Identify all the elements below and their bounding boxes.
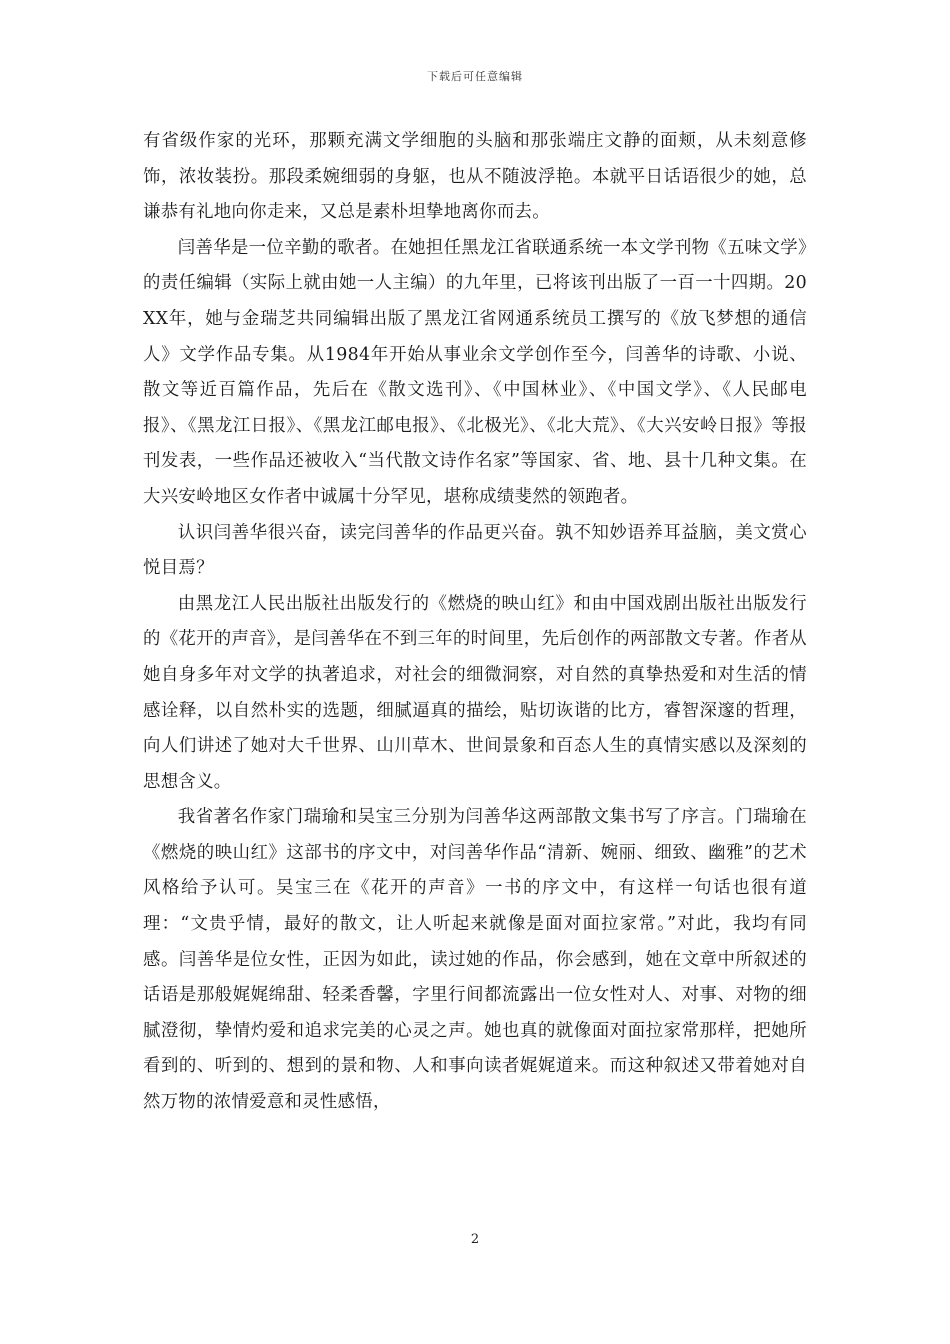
page-number: 2 <box>470 1232 480 1247</box>
paragraph-2: 闫善华是一位辛勤的歌者。在她担任黑龙江省联通系统一本文学刊物《五味文学》的责任编辑（实际上就由她一人主编）的九年里，已将该刊出版了一百一十四期。20XX年，她与金瑞芝共同编辑出版了黑龙江省网通系统员工撰写的《放飞梦想的通信人》文学作品专集。从1984年开始从事业余文学创作至今，闫善华的诗歌、小说、散文等近百篇作品，先后在《散文选刊》、《中国林业》、《中国文学》、《人民邮电报》、《黑龙江日报》、《黑龙江邮电报》、《北极光》、《北大荒》、《大兴安岭日报》等报刊发表，一些作品还被收入“当代散文诗作名家”等国家、省、地、县十几种文集。在大兴安岭地区女作者中诚属十分罕见，堪称成绩斐然的领跑者。 <box>143 237 807 507</box>
paragraph-3: 认识闫善华很兴奋，读完闫善华的作品更兴奋。孰不知妙语养耳益脑，美文赏心悦目焉？ <box>143 522 807 579</box>
page-header-note: 下载后可任意编辑 <box>427 70 523 83</box>
paragraph-4: 由黑龙江人民出版社出版发行的《燃烧的映山红》和由中国戏剧出版社出版发行的《花开的声音》，是闫善华在不到三年的时间里，先后创作的两部散文专著。作者从她自身多年对文学的执著追求，对社会的细微洞察，对自然的真挚热爱和对生活的情感诠释，以自然朴实的选题，细腻逼真的描绘，贴切诙谐的比方，睿智深邃的哲理，向人们讲述了她对大千世界、山川草木、世间景象和百态人生的真情实感以及深刻的思想含义。 <box>143 593 807 792</box>
paragraph-5: 我省著名作家门瑞瑜和吴宝三分别为闫善华这两部散文集书写了序言。门瑞瑜在《燃烧的映山红》这部书的序文中，对闫善华作品“清新、婉丽、细致、幽雅”的艺术风格给予认可。吴宝三在《花开的声音》一书的序文中，有这样一句话也很有道理：“文贵乎情，最好的散文，让人听起来就像是面对面拉家常。”对此，我均有同感。闫善华是位女性，正因为如此，读过她的作品，你会感到，她在文章中所叙述的话语是那般娓娓绵甜、轻柔香馨，字里行间都流露出一位女性对人、对事、对物的细腻澄彻，挚情灼爱和追求完美的心灵之声。她也真的就像面对面拉家常那样，把她所看到的、听到的、想到的景和物、人和事向读者娓娓道来。而这种叙述又带着她对自然万物的浓情爱意和灵性感悟， <box>143 807 807 1113</box>
document-body <box>143 124 807 1121</box>
paragraph-1: 有省级作家的光环，那颗充满文学细胞的头脑和那张端庄文静的面颊，从未刻意修饰，浓妆装扮。那段柔婉细弱的身躯，也从不随波浮艳。本就平日话语很少的她，总谦恭有礼地向你走来，又总是素朴坦挚地离你而去。 <box>143 131 807 223</box>
